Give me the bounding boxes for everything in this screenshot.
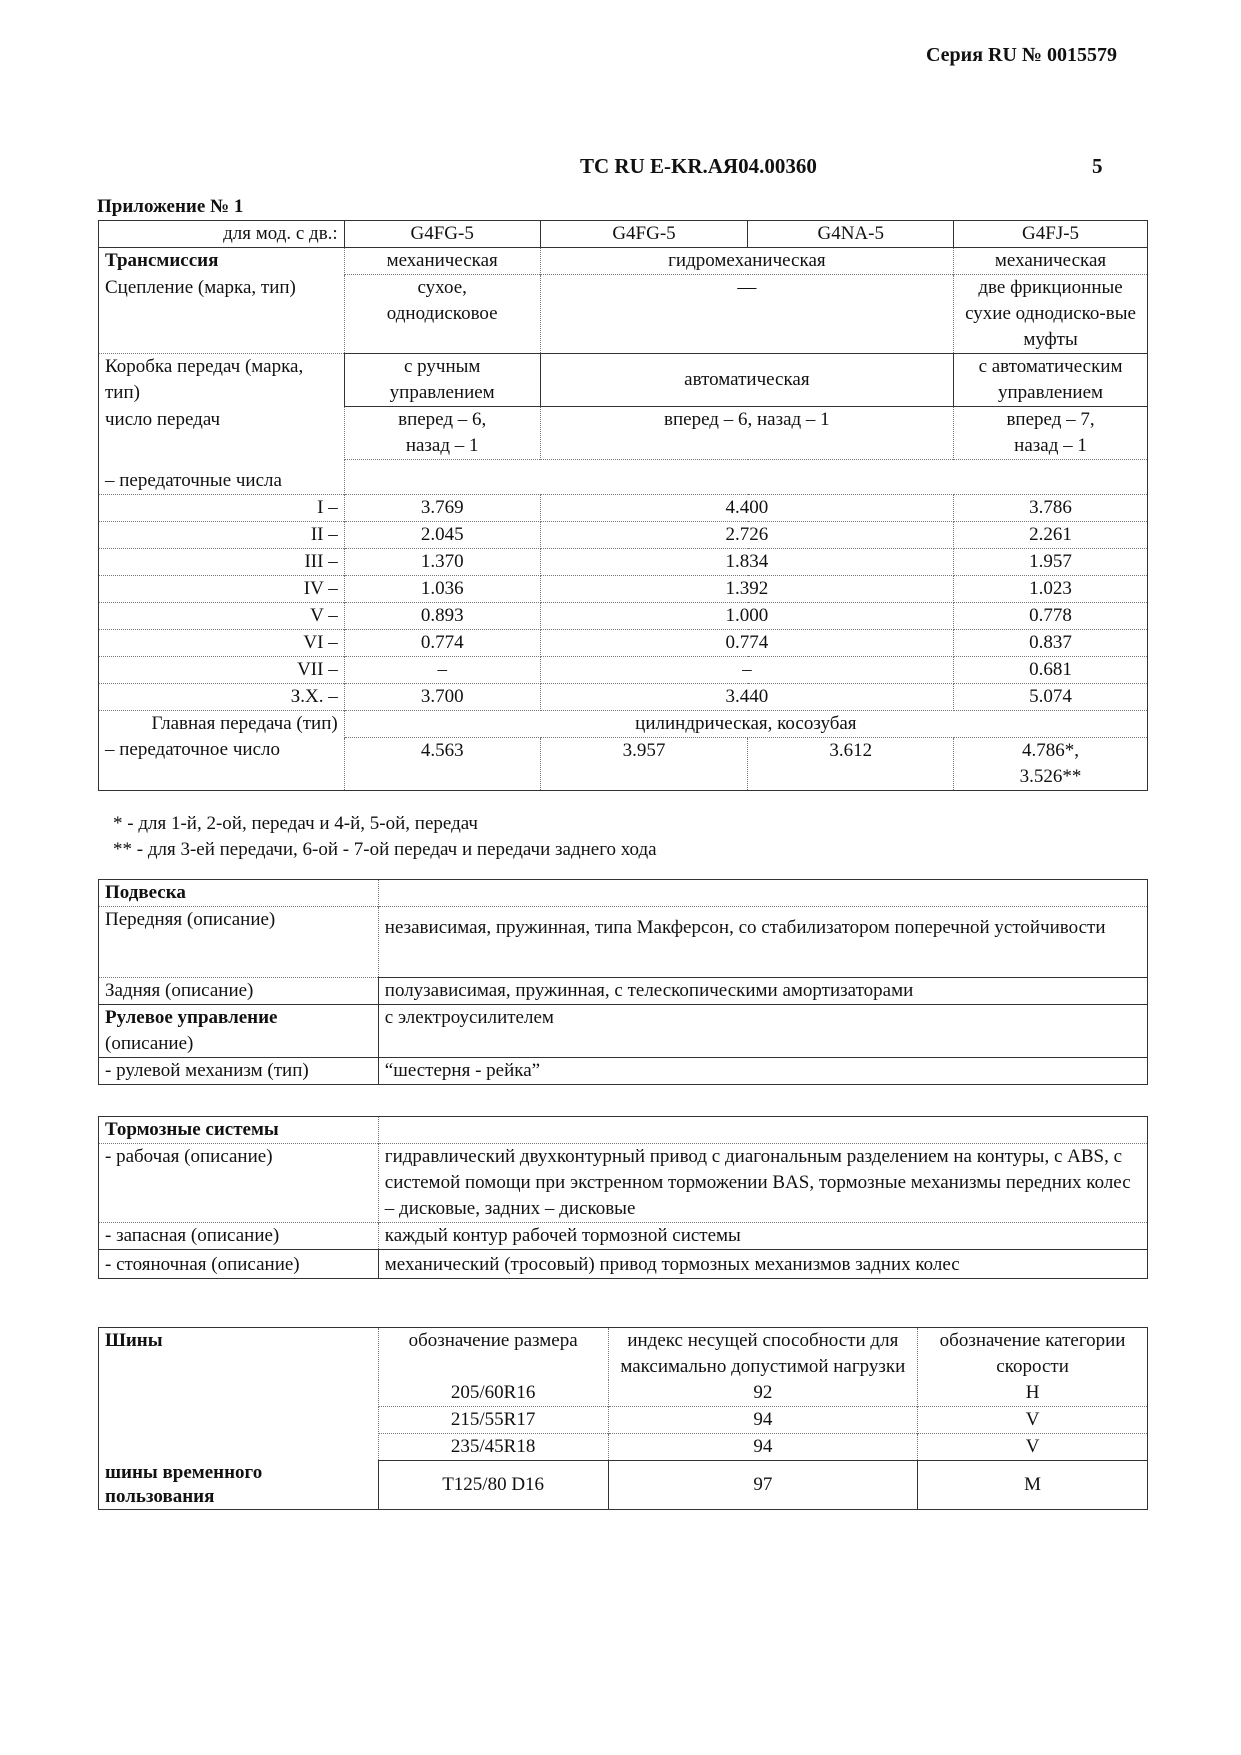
ratio-value: 1.023 bbox=[954, 575, 1148, 602]
final-ratio-value: 4.563 bbox=[344, 737, 540, 790]
table-row bbox=[99, 275, 1148, 354]
gearbox-label: Коробка передач (марка, тип) bbox=[99, 354, 345, 407]
transmission-table bbox=[98, 220, 1148, 791]
series-number: Серия RU № 0015579 bbox=[925, 44, 1117, 66]
gear-label: VI – bbox=[99, 629, 345, 656]
table-row bbox=[99, 602, 1148, 629]
ratio-value: 3.769 bbox=[344, 494, 540, 521]
suspension-table bbox=[98, 879, 1148, 1085]
ratios-spacer bbox=[344, 460, 1147, 495]
ratio-value: 0.837 bbox=[954, 629, 1148, 656]
ratio-value: 3.440 bbox=[540, 683, 953, 710]
temp-tires-label: шины временного пользования bbox=[99, 1461, 379, 1510]
final-drive-label: Главная передача (тип) bbox=[99, 710, 345, 737]
service-brake-label: - рабочая (описание) bbox=[99, 1144, 379, 1223]
final-ratio-value: 4.786*, 3.526** bbox=[1019, 739, 1082, 787]
tire-size: 215/55R17 bbox=[378, 1407, 608, 1434]
table-row bbox=[99, 460, 1148, 495]
clutch-value: сухое, однодисковое bbox=[344, 275, 540, 354]
document-number: ТС RU E-KR.АЯ04.00360 bbox=[580, 154, 817, 178]
front-suspension-value: независимая, пружинная, типа Макферсон, со стабилизатором поперечной устойчивости bbox=[378, 907, 1147, 978]
ratio-value: 3.700 bbox=[344, 683, 540, 710]
final-ratio-value: 3.957 bbox=[540, 737, 748, 790]
transmission-value: механическая bbox=[344, 248, 540, 275]
tire-size: T125/80 D16 bbox=[378, 1461, 608, 1510]
gear-label: I – bbox=[99, 494, 345, 521]
tire-speed: M bbox=[918, 1461, 1148, 1510]
suspension-label: Подвеска bbox=[99, 880, 379, 907]
table-row bbox=[99, 548, 1148, 575]
clutch-label: Сцепление (марка, тип) bbox=[99, 275, 345, 354]
tire-load: 94 bbox=[608, 1434, 918, 1461]
engine-col-2: G4FG-5 bbox=[540, 221, 748, 248]
service-brake-value: гидравлический двухконтурный привод с диагональным разделением на контуры, с ABS, с системой помощи при экстренном торможении BAS, тормозные механизмы передних колес – дисковые, задних – дисковые bbox=[378, 1144, 1147, 1223]
ratio-value: 5.074 bbox=[954, 683, 1148, 710]
rear-suspension-label: Задняя (описание) bbox=[99, 978, 379, 1005]
table-row bbox=[99, 1223, 1148, 1250]
ratio-value: 3.786 bbox=[954, 494, 1148, 521]
ratio-value: 4.400 bbox=[540, 494, 953, 521]
table-row bbox=[99, 221, 1148, 248]
table-row bbox=[99, 656, 1148, 683]
tire-speed: V bbox=[918, 1407, 1148, 1434]
gears-count-label: число передач bbox=[99, 407, 345, 460]
gearbox-value: автоматическая bbox=[540, 354, 953, 407]
ratio-value: 1.036 bbox=[344, 575, 540, 602]
gearbox-value: с ручным управлением bbox=[344, 354, 540, 407]
steering-value: с электроусилителем bbox=[378, 1005, 1147, 1058]
tire-load: 94 bbox=[608, 1407, 918, 1434]
engine-header-label: для мод. с дв.: bbox=[99, 221, 345, 248]
spare-brake-label: - запасная (описание) bbox=[99, 1223, 379, 1250]
table-row bbox=[99, 1328, 1148, 1381]
steering-label-cell bbox=[99, 1005, 379, 1058]
gear-label: II – bbox=[99, 521, 345, 548]
suspension-spacer bbox=[378, 880, 1147, 907]
gear-label: III – bbox=[99, 548, 345, 575]
footnote: * - для 1-й, 2-ой, передач и 4-й, 5-ой, передач bbox=[113, 813, 478, 834]
table-row bbox=[99, 1005, 1148, 1058]
ratio-value: 1.957 bbox=[954, 548, 1148, 575]
steering-label: Рулевое управление bbox=[105, 1007, 278, 1028]
transmission-label: Трансмиссия bbox=[99, 248, 345, 275]
steering-sub-label: (описание) bbox=[105, 1033, 194, 1054]
transmission-value: механическая bbox=[994, 250, 1107, 271]
gearbox-value: с автоматическим управлением bbox=[954, 354, 1148, 407]
tires-table bbox=[98, 1327, 1148, 1510]
tire-load: 92 bbox=[608, 1380, 918, 1407]
clutch-value: — bbox=[540, 275, 953, 354]
table-row bbox=[99, 575, 1148, 602]
ratio-value: 1.392 bbox=[540, 575, 953, 602]
tire-load: 97 bbox=[608, 1461, 918, 1510]
table-row bbox=[99, 521, 1148, 548]
footnote: ** - для 3-ей передачи, 6-ой - 7-ой передач и передачи заднего хода bbox=[113, 839, 657, 860]
page-number: 5 bbox=[1092, 154, 1103, 178]
tire-speed: H bbox=[1025, 1382, 1040, 1403]
table-row bbox=[99, 683, 1148, 710]
engine-col-3: G4NA-5 bbox=[748, 221, 954, 248]
ratio-value: – bbox=[540, 656, 953, 683]
engine-col-4: G4FJ-5 bbox=[954, 221, 1148, 248]
table-row bbox=[99, 407, 1148, 460]
table-row bbox=[99, 710, 1148, 737]
brakes-label: Тормозные системы bbox=[99, 1117, 379, 1144]
engine-col-1: G4FG-5 bbox=[344, 221, 540, 248]
table-row bbox=[99, 978, 1148, 1005]
brakes-spacer bbox=[378, 1117, 1147, 1144]
table-row bbox=[99, 1058, 1148, 1085]
ratio-value: 2.726 bbox=[540, 521, 953, 548]
table-row bbox=[99, 629, 1148, 656]
gears-count-value: вперед – 7, назад – 1 bbox=[1006, 409, 1095, 456]
gear-label: V – bbox=[99, 602, 345, 629]
steering-mech-label: - рулевой механизм (тип) bbox=[99, 1058, 379, 1085]
ratio-value: 1.370 bbox=[344, 548, 540, 575]
ratio-value: 2.045 bbox=[344, 521, 540, 548]
gear-label: З.Х. – bbox=[99, 683, 345, 710]
table-row bbox=[99, 1250, 1148, 1279]
transmission-value: гидромеханическая bbox=[540, 248, 953, 275]
tire-size: 235/45R18 bbox=[378, 1434, 608, 1461]
tires-label: Шины bbox=[99, 1328, 379, 1461]
ratio-value: 1.000 bbox=[540, 602, 953, 629]
tires-col-size: обозначение размера bbox=[378, 1328, 608, 1381]
table-row bbox=[99, 907, 1148, 978]
table-row bbox=[99, 1461, 1148, 1510]
tires-col-load: индекс несущей способности для максимально допустимой нагрузки bbox=[608, 1328, 918, 1381]
ratio-value: 0.893 bbox=[344, 602, 540, 629]
clutch-value: две фрикционные сухие однодиско-вые муфты bbox=[954, 275, 1148, 354]
gear-label: IV – bbox=[99, 575, 345, 602]
parking-brake-label: - стояночная (описание) bbox=[99, 1250, 379, 1279]
table-row bbox=[99, 494, 1148, 521]
ratio-value: 1.834 bbox=[540, 548, 953, 575]
rear-suspension-value: полузависимая, пружинная, с телескопическими амортизаторами bbox=[378, 978, 1147, 1005]
ratios-label: – передаточные числа bbox=[99, 460, 345, 495]
tire-speed: V bbox=[918, 1434, 1148, 1461]
table-row bbox=[99, 248, 1148, 275]
table-row bbox=[99, 1117, 1148, 1144]
ratio-value: 0.774 bbox=[540, 629, 953, 656]
tires-col-speed: обозначение категории скорости bbox=[939, 1330, 1126, 1377]
ratio-value: – bbox=[344, 656, 540, 683]
ratio-value: 0.778 bbox=[954, 602, 1148, 629]
table-row bbox=[99, 354, 1148, 407]
table-row bbox=[99, 880, 1148, 907]
spare-brake-value: каждый контур рабочей тормозной системы bbox=[378, 1223, 1147, 1250]
annex-title: Приложение № 1 bbox=[97, 196, 244, 217]
final-drive-value: цилиндрическая, косозубая bbox=[344, 710, 1147, 737]
ratio-value: 0.681 bbox=[954, 656, 1148, 683]
table-row bbox=[99, 737, 1148, 790]
gears-count-value: вперед – 6, назад – 1 bbox=[344, 407, 540, 460]
steering-mech-value: “шестерня - рейка” bbox=[378, 1058, 1147, 1085]
parking-brake-value: механический (тросовый) привод тормозных механизмов задних колес bbox=[378, 1250, 1147, 1279]
final-ratio-value: 3.612 bbox=[748, 737, 954, 790]
ratio-value: 2.261 bbox=[954, 521, 1148, 548]
brakes-table bbox=[98, 1116, 1148, 1279]
gears-count-value: вперед – 6, назад – 1 bbox=[540, 407, 953, 460]
ratio-value: 0.774 bbox=[344, 629, 540, 656]
tire-size: 205/60R16 bbox=[378, 1380, 608, 1407]
table-row bbox=[99, 1144, 1148, 1223]
front-suspension-label: Передняя (описание) bbox=[99, 907, 379, 978]
gear-label: VII – bbox=[99, 656, 345, 683]
final-ratio-label: – передаточное число bbox=[99, 737, 345, 790]
